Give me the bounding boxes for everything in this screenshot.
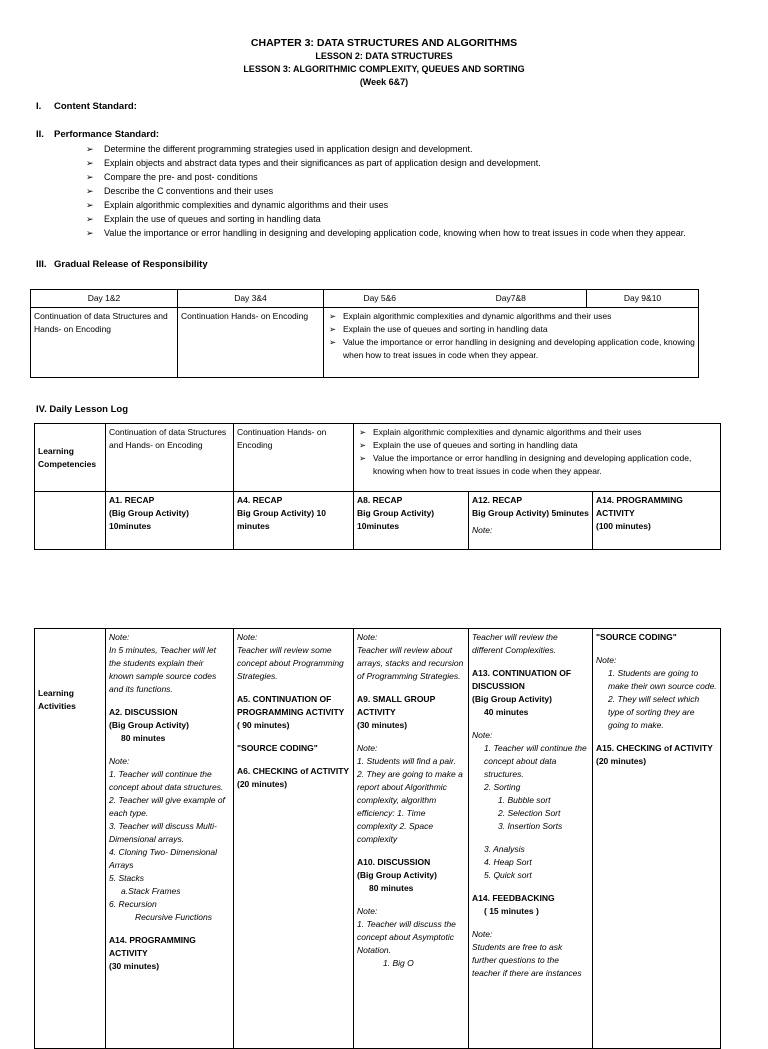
activity-a5-title: A5. CONTINUATION OF PROGRAMMING ACTIVITY: [237, 694, 345, 717]
grr-cell-col2: Continuation Hands- on Encoding: [178, 308, 324, 378]
section-performance-standard: [36, 129, 159, 140]
note-label: Note:: [109, 756, 130, 766]
lc-cell-col2: Continuation Hands- on Encoding: [234, 424, 354, 492]
section-daily-lesson-log: IV. Daily Lesson Log: [36, 404, 129, 415]
list-item: 4. Cloning Two- Dimensional Arrays: [109, 847, 218, 870]
bullet-item: ➢ Value the importance or error handling in designing and developing application code, knowing when how to treat issues in code when they appear.: [327, 336, 695, 362]
bullet-item: ➢ Explain algorithmic complexities and dynamic algorithms and their uses: [357, 426, 717, 439]
activity-a10-title: A10. DISCUSSION: [357, 857, 431, 867]
activity-a13-sub: (Big Group Activity): [472, 694, 552, 704]
section-number: II.: [36, 129, 44, 140]
bullet-item: ➢ Explain objects and abstract data types and their significances as part of application design and development.: [86, 156, 686, 170]
bullet-item: ➢ Explain the use of queues and sorting in handling data: [86, 212, 686, 226]
la-col-day5: [354, 629, 469, 1049]
activity-a12: [469, 492, 593, 550]
section-number: III.: [36, 259, 47, 270]
learning-activities-table: [34, 628, 721, 1049]
activity-a1: A1. RECAP (Big Group Activity) 10minutes: [106, 492, 234, 550]
grr-header-day9: Day 9&10: [587, 290, 699, 308]
lesson2-title: LESSON 2: DATA STRUCTURES: [315, 51, 453, 61]
activity-a14-minutes: ( 15 minutes ): [484, 906, 539, 916]
list-item: 5. Stacks: [109, 873, 144, 883]
section-gradual-release: [36, 259, 208, 270]
la-col-day7: [469, 629, 593, 1049]
note-label: Note:: [237, 632, 258, 642]
activity-a2-minutes: 80 minutes: [121, 733, 166, 743]
list-item: 2. Sorting: [484, 782, 521, 792]
bullet-item: ➢ Explain algorithmic complexities and dynamic algorithms and their uses: [327, 310, 695, 323]
activity-a4: A4. RECAP Big Group Activity) 10 minutes: [234, 492, 354, 550]
bullet-item: ➢ Explain the use of queues and sorting in handling data: [327, 323, 695, 336]
note-label: Note:: [472, 929, 493, 939]
bullet-item: ➢ Explain algorithmic complexities and dynamic algorithms and their uses: [86, 198, 686, 212]
activity-a13-minutes: 40 minutes: [484, 707, 529, 717]
section-title: Content Standard:: [54, 101, 137, 112]
list-item: 1. Teacher will discuss the concept about Asymptotic Notation.: [357, 919, 456, 955]
section-title: Performance Standard:: [54, 129, 160, 140]
grr-cell-col1: Continuation of data Structures and Hands- on Encoding: [31, 308, 178, 378]
list-item: 3. Insertion Sorts: [498, 821, 563, 831]
learning-competencies-label: Learning Competencies: [35, 424, 106, 492]
list-item: 4. Heap Sort: [484, 857, 532, 867]
lc-cell-col1: Continuation of data Structures and Hands- on Encoding: [106, 424, 234, 492]
list-item: 3. Analysis: [484, 844, 525, 854]
grr-table: [30, 289, 699, 378]
note-label: Note:: [357, 743, 378, 753]
list-item: 2. They will select which type of sorting they are going to make.: [608, 694, 700, 730]
list-item: 6. Recursion: [109, 899, 157, 909]
section-number: I.: [36, 101, 42, 112]
activity-a14-title: A14. PROGRAMMING ACTIVITY: [109, 935, 196, 958]
list-item: 2. They are going to make a report about Algorithmic complexity, algorithm efficiency: 1. Time complexity 2. Space complexity: [357, 769, 463, 844]
note-label: Note:: [109, 632, 130, 642]
bullet-item: ➢ Value the importance or error handling in designing and developing application code, knowing when how to treat issues in code when they appear.: [357, 452, 717, 478]
activity-a9-title: A9. SMALL GROUP ACTIVITY: [357, 694, 436, 717]
learning-activities-label: Learning Activities: [35, 629, 106, 1049]
note-text: Teacher will review some concept about Programming Strategies.: [237, 645, 344, 681]
bullet-item: ➢ Value the importance or error handling in designing and developing application code, knowing when how to treat issues in code when they appear.: [86, 226, 686, 240]
note-text: In 5 minutes, Teacher will let the students explain their known sample source codes and its functions.: [109, 645, 217, 694]
list-item: 1. Teacher will continue the concept about data structures.: [109, 769, 224, 792]
list-item: 1. Students are going to make their own source code.: [608, 668, 717, 691]
empty-cell: [35, 492, 106, 550]
grr-header-day7: Day7&8: [436, 290, 587, 308]
bullet-item: ➢ Describe the C conventions and their uses: [86, 184, 686, 198]
activity-a12-title: A12. RECAP Big Group Activity) 5minutes: [472, 495, 589, 518]
note-label: Note:: [472, 525, 493, 535]
activity-a14-title: A14. FEEDBACKING: [472, 893, 555, 903]
section-content-standard: [36, 101, 137, 112]
la-col-day3: [234, 629, 354, 1049]
bullet-item: ➢ Explain the use of queues and sorting in handling data: [357, 439, 717, 452]
list-item: 5. Quick sort: [484, 870, 532, 880]
grr-cell-bullets: [324, 308, 699, 378]
source-coding-label: "SOURCE CODING": [596, 632, 677, 642]
activity-a9-minutes: (30 minutes): [357, 720, 408, 730]
source-coding-label: "SOURCE CODING": [237, 743, 318, 753]
lesson3-title: LESSON 3: ALGORITHMIC COMPLEXITY, QUEUES AND SORTING: [243, 64, 525, 74]
grr-header-day3: Day 3&4: [178, 290, 324, 308]
activity-a2-title: A2. DISCUSSION: [109, 707, 178, 717]
note-label: Note:: [596, 655, 617, 665]
note-label: Note:: [472, 730, 493, 740]
activity-a10-minutes: 80 minutes: [369, 883, 414, 893]
activity-a2-sub: (Big Group Activity): [109, 720, 189, 730]
activity-a5-minutes: ( 90 minutes): [237, 720, 290, 730]
activity-a6-title: A6. CHECKING of ACTIVITY: [237, 766, 350, 776]
list-item: a.Stack Frames: [121, 886, 181, 896]
note-text: Teacher will review about arrays, stacks and recursion of Programming Strategies.: [357, 645, 464, 681]
note-text: Teacher will review the different Complexities.: [472, 632, 558, 655]
activity-a15-minutes: (20 minutes): [596, 756, 647, 766]
list-item: 1. Bubble sort: [498, 795, 551, 805]
lc-cell-bullets: [354, 424, 721, 492]
list-item: 2. Selection Sort: [498, 808, 561, 818]
grr-header-day1: Day 1&2: [31, 290, 178, 308]
activity-a10-sub: (Big Group Activity): [357, 870, 437, 880]
dll-table: [34, 423, 721, 550]
list-item: 1. Big O: [383, 958, 414, 968]
section-title: Gradual Release of Responsibility: [54, 259, 208, 270]
activity-a14-minutes: (30 minutes): [109, 961, 160, 971]
note-text: Students are free to ask further questions to the teacher if there are instances: [472, 942, 582, 978]
activity-a13-title: A13. CONTINUATION OF DISCUSSION: [472, 668, 572, 691]
bullet-item: ➢ Compare the pre- and post- conditions: [86, 170, 686, 184]
activity-a8: A8. RECAP Big Group Activity) 10minutes: [354, 492, 469, 550]
bullet-item: ➢ Determine the different programming strategies used in application design and development.: [86, 142, 686, 156]
note-label: Note:: [357, 906, 378, 916]
list-item: 2. Teacher will give example of each type.: [109, 795, 225, 818]
grr-header-day5: Day 5&6: [324, 290, 436, 308]
performance-bullets: [86, 142, 686, 240]
list-item: Recursive Functions: [135, 912, 213, 922]
list-item: 1. Teacher will continue the concept about data structures.: [484, 743, 587, 779]
la-col-day9: [593, 629, 721, 1049]
activity-a14: A14. PROGRAMMING ACTIVITY (100 minutes): [593, 492, 721, 550]
la-col-day1: [106, 629, 234, 1049]
activity-a6-minutes: (20 minutes): [237, 779, 288, 789]
week-label: (Week 6&7): [359, 77, 409, 87]
activity-a15-title: A15. CHECKING of ACTIVITY: [596, 743, 713, 753]
list-item: 3. Teacher will discuss Multi- Dimensional arrays.: [109, 821, 217, 844]
chapter-title: CHAPTER 3: DATA STRUCTURES AND ALGORITHMS: [250, 37, 518, 49]
list-item: 1. Students will find a pair.: [357, 756, 456, 766]
note-label: Note:: [357, 632, 378, 642]
